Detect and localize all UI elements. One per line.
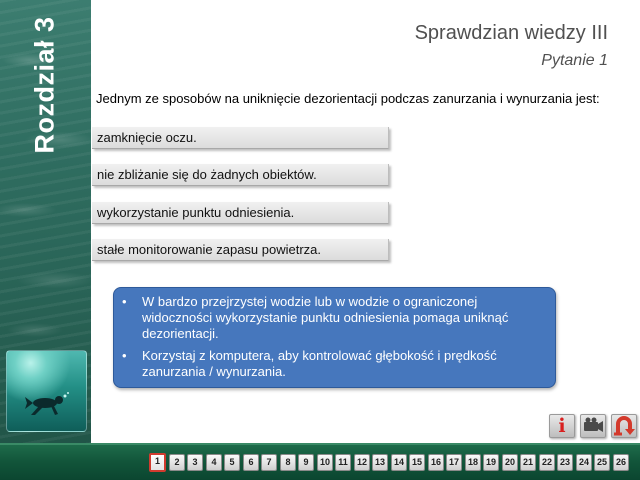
page-button-4[interactable]: 4 — [206, 454, 222, 471]
page-button-16[interactable]: 16 — [428, 454, 444, 471]
bullet-icon: • — [122, 348, 127, 363]
answer-option-3[interactable]: wykorzystanie punktu odniesienia. — [92, 202, 389, 224]
page-button-13[interactable]: 13 — [372, 454, 388, 471]
page-button-3[interactable]: 3 — [187, 454, 203, 471]
back-arrow-icon — [612, 415, 636, 437]
page-button-20[interactable]: 20 — [502, 454, 518, 471]
feedback-item — [122, 348, 541, 380]
info-button[interactable] — [549, 414, 575, 438]
answer-option-4[interactable]: stałe monitorowanie zapasu powietrza. — [92, 239, 389, 261]
page-button-17[interactable]: 17 — [446, 454, 462, 471]
bullet-icon: • — [122, 294, 127, 309]
page-button-23[interactable]: 23 — [557, 454, 573, 471]
back-button[interactable] — [611, 414, 637, 438]
page-button-11[interactable]: 11 — [335, 454, 351, 471]
diver-silhouette-icon — [25, 391, 73, 417]
page-button-18[interactable]: 18 — [465, 454, 481, 471]
page-button-25[interactable]: 25 — [594, 454, 610, 471]
feedback-item — [122, 294, 541, 342]
answer-option-2[interactable]: nie zbliżanie się do żadnych obiektów. — [92, 164, 389, 186]
page-button-24[interactable]: 24 — [576, 454, 592, 471]
camera-button[interactable] — [580, 414, 606, 438]
page-button-9[interactable]: 9 — [298, 454, 314, 471]
feedback-box — [113, 287, 556, 388]
page-button-7[interactable]: 7 — [261, 454, 277, 471]
page-button-1[interactable]: 1 — [149, 453, 166, 472]
page-title: Sprawdzian wiedzy III — [414, 22, 608, 44]
camera-icon — [581, 415, 605, 437]
page-button-14[interactable]: 14 — [391, 454, 407, 471]
page-button-26[interactable]: 26 — [613, 454, 629, 471]
page-button-21[interactable]: 21 — [520, 454, 536, 471]
chapter-title: Rozdział 3 — [29, 16, 60, 154]
page-button-22[interactable]: 22 — [539, 454, 555, 471]
page-button-15[interactable]: 15 — [409, 454, 425, 471]
answer-option-1[interactable]: zamknięcie oczu. — [92, 127, 389, 149]
diver-photo — [6, 350, 87, 432]
question-text: Jednym ze sposobów na uniknięcie dezorientacji podczas zanurzania i wynurzania jest: — [96, 91, 600, 106]
page-button-10[interactable]: 10 — [317, 454, 333, 471]
page-button-2[interactable]: 2 — [169, 454, 185, 471]
info-icon: i — [558, 415, 566, 437]
page-button-19[interactable]: 19 — [483, 454, 499, 471]
page-button-5[interactable]: 5 — [224, 454, 240, 471]
chapter-sidebar — [0, 0, 91, 443]
feedback-text: W bardzo przejrzystej wodzie lub w wodzie o ograniczonej widoczności wykorzystanie punktu odniesienia pomaga uniknąć dezorientacji. — [142, 294, 509, 341]
question-number: Pytanie 1 — [541, 52, 608, 69]
feedback-text: Korzystaj z komputera, aby kontrolować głębokość i prędkość zanurzania / wynurzania. — [142, 348, 497, 379]
page-button-6[interactable]: 6 — [243, 454, 259, 471]
page-button-8[interactable]: 8 — [280, 454, 296, 471]
page-button-12[interactable]: 12 — [354, 454, 370, 471]
